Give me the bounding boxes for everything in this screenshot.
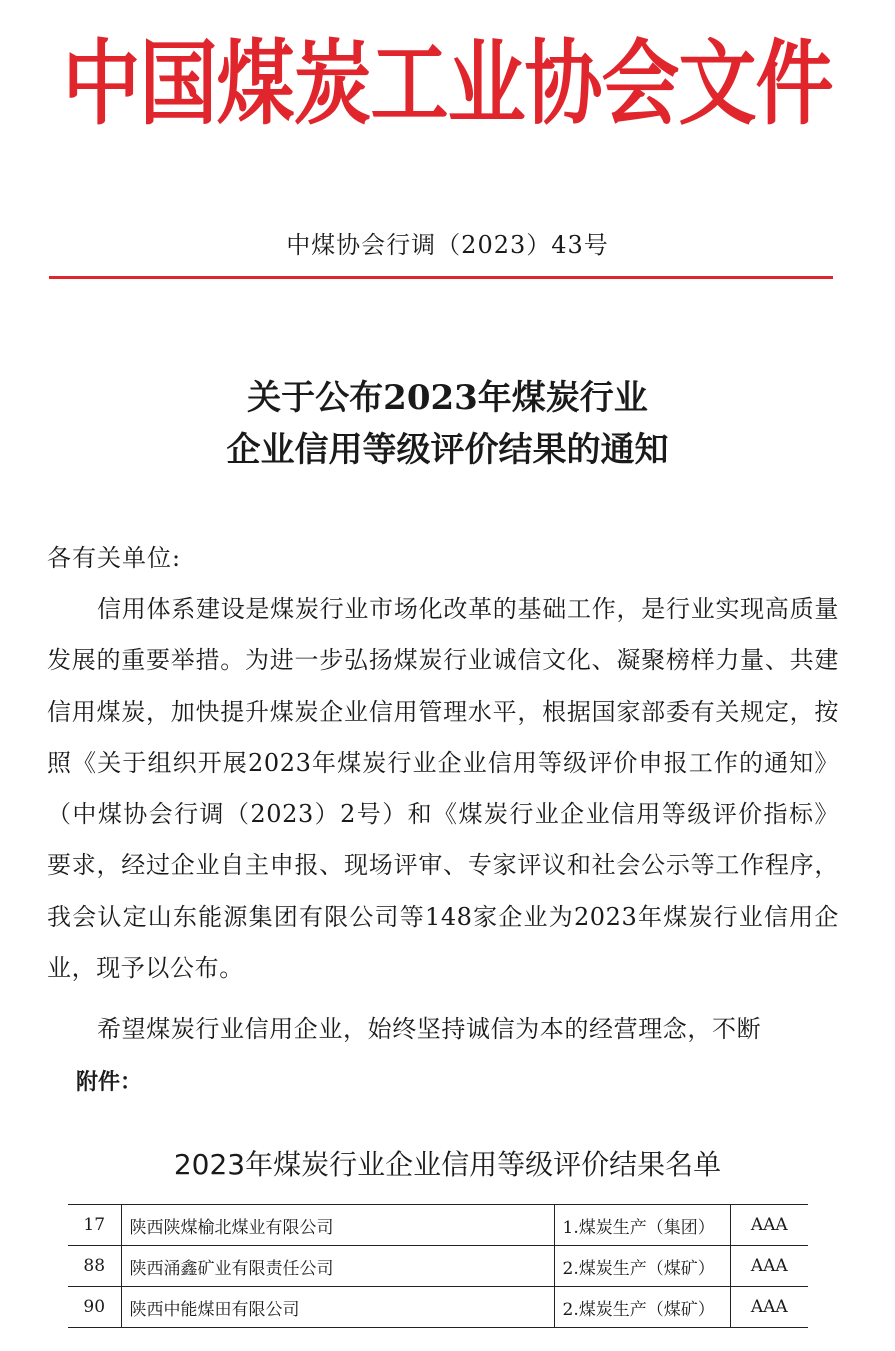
row-number: 17: [68, 1205, 121, 1246]
company-name: 陕西陕煤榆北煤业有限公司: [121, 1205, 554, 1246]
body-paragraph-1: 信用体系建设是煤炭行业市场化改革的基础工作，是行业实现高质量发展的重要举措。为进一步弘扬煤炭行业诚信文化、凝聚榜样力量、共建信用煤炭，加快提升煤炭企业信用管理水平，根据国家部委有关规定，按照《关于组织开展2023年煤炭行业企业信用等级评价申报工作的通知》（中煤协会行调（2023）2号）和《煤炭行业企业信用等级评价指标》要求，经过企业自主申报、现场评审、专家评议和社会公示等工作程序，我会认定山东能源集团有限公司等148家企业为2023年煤炭行业信用企业，现予以公布。: [47, 595, 839, 983]
masthead-title: 中国煤炭工业协会文件: [62, 31, 833, 138]
document-number: 中煤协会行调（2023）43号: [286, 231, 609, 259]
results-table: [68, 1204, 808, 1328]
body-paragraph-2: 希望煤炭行业信用企业，始终坚持诚信为本的经营理念，不断: [97, 1015, 762, 1043]
company-name: 陕西中能煤田有限公司: [121, 1287, 554, 1328]
category: 2.煤炭生产（煤矿）: [554, 1246, 730, 1287]
notice-title-line1: 关于公布2023年煤炭行业: [247, 378, 648, 418]
row-number: 90: [68, 1287, 121, 1328]
credit-grade: AAA: [730, 1205, 808, 1246]
company-name: 陕西涌鑫矿业有限责任公司: [121, 1246, 554, 1287]
notice-title: [0, 372, 895, 476]
results-list-title: 2023年煤炭行业企业信用等级评价结果名单: [173, 1148, 722, 1181]
notice-title-line2: 企业信用等级评价结果的通知: [226, 430, 669, 470]
attachment-label: 附件：: [76, 1070, 143, 1095]
category: 1.煤炭生产（集团）: [554, 1205, 730, 1246]
category: 2.煤炭生产（煤矿）: [554, 1287, 730, 1328]
table-row: [68, 1246, 808, 1287]
salutation: 各有关单位:: [47, 544, 182, 572]
credit-grade: AAA: [730, 1287, 808, 1328]
table-row: [68, 1287, 808, 1328]
table-row: [68, 1205, 808, 1246]
row-number: 88: [68, 1246, 121, 1287]
credit-grade: AAA: [730, 1246, 808, 1287]
red-divider-line: [49, 276, 833, 279]
